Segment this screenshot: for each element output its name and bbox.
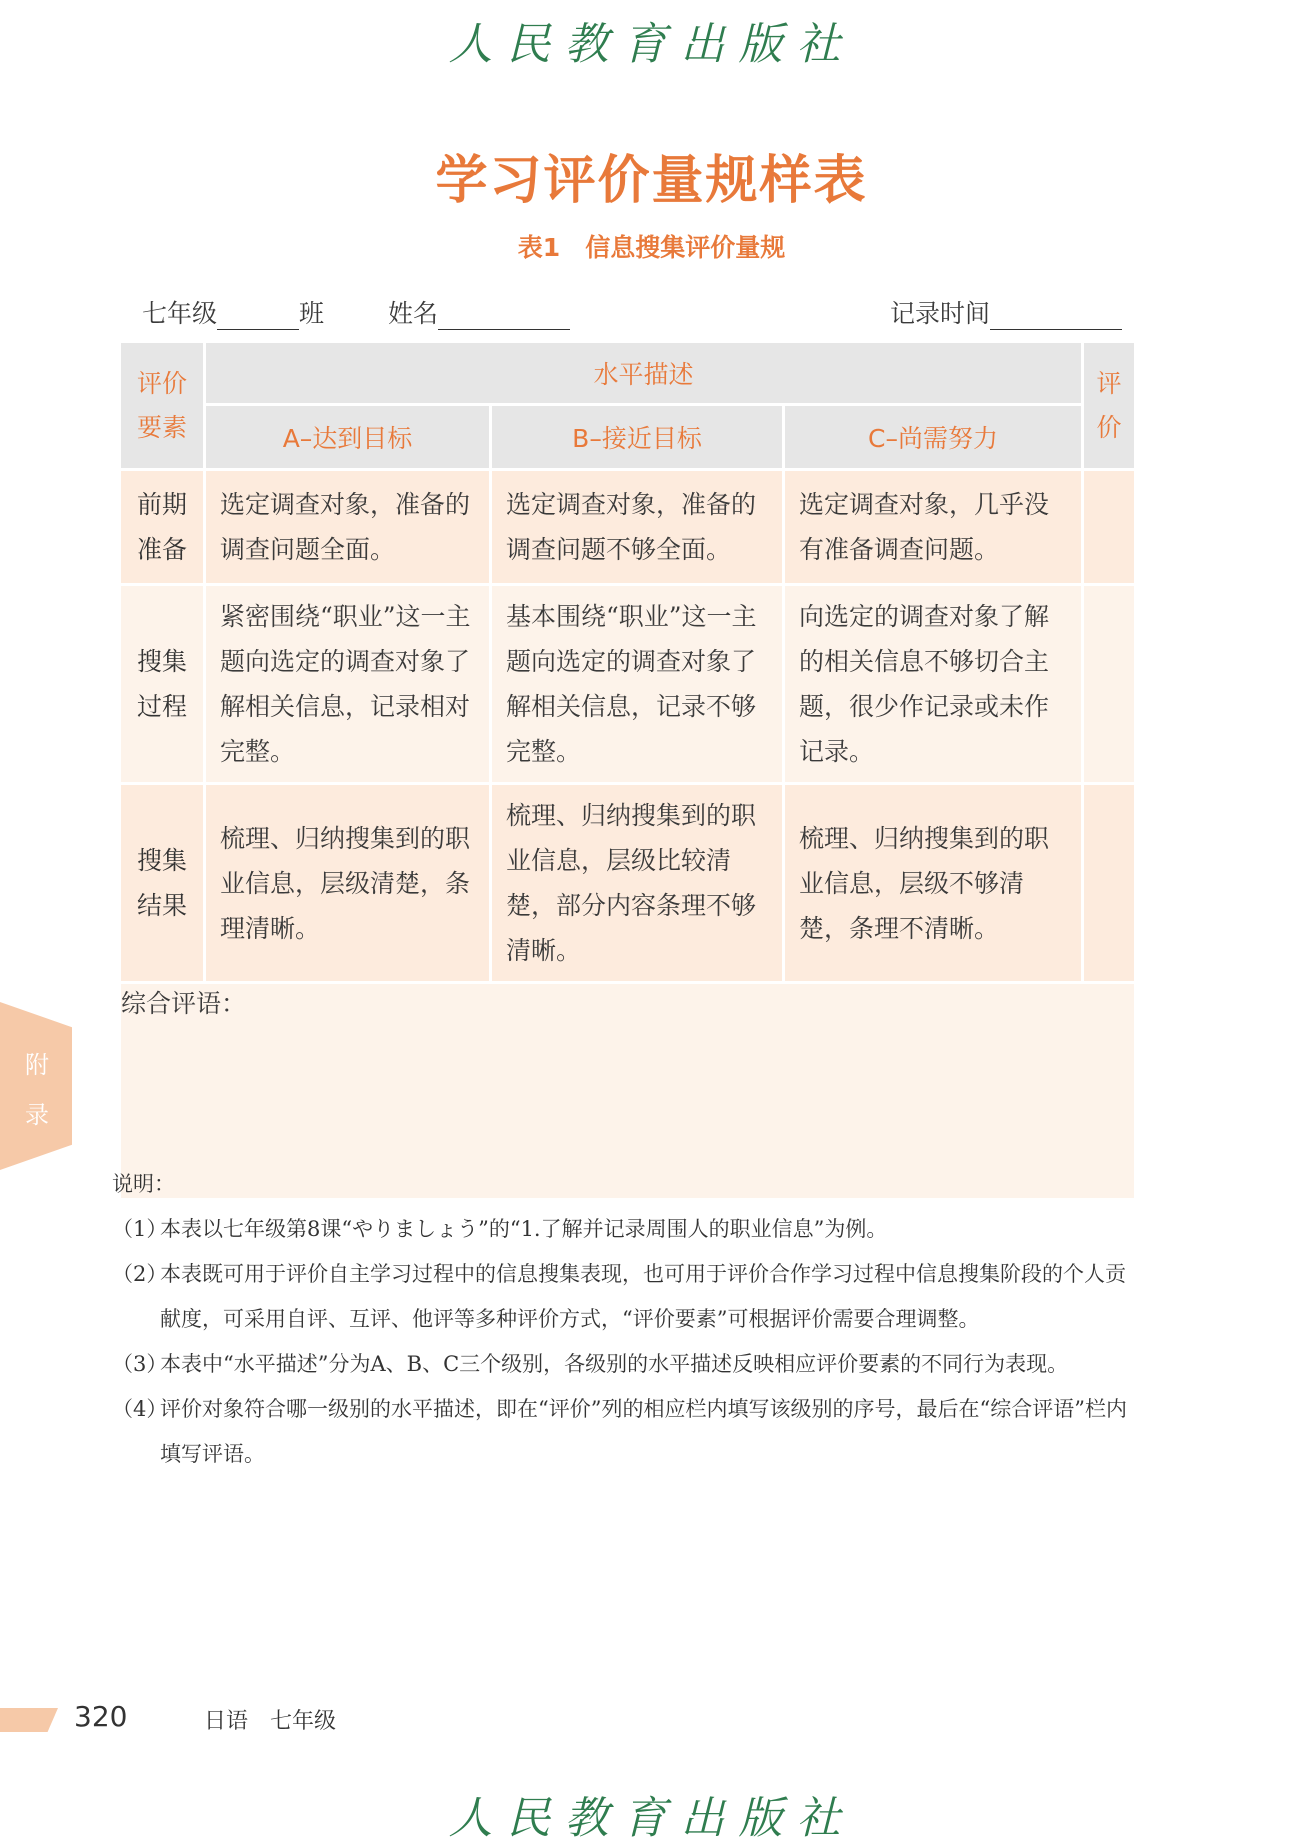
level-b-header: B–接近目标 xyxy=(492,406,782,468)
book-title: 日语 七年级 xyxy=(204,1709,337,1734)
page-number: 320 xyxy=(74,1700,128,1733)
row-label: 搜集 结果 xyxy=(121,785,203,981)
cell-c: 梳理、归纳搜集到的职业信息，层级不够清楚，条理不清晰。 xyxy=(785,785,1081,981)
table-row xyxy=(121,785,1134,981)
name-label: 姓名 xyxy=(387,299,438,328)
rubric-table xyxy=(118,340,1137,1201)
cell-b: 梳理、归纳搜集到的职业信息，层级比较清楚，部分内容条理不够清晰。 xyxy=(492,785,782,981)
summary-label: 综合评语： xyxy=(121,989,247,1018)
name-blank[interactable] xyxy=(438,303,570,330)
publisher-logo-top: 人民教育出版社 xyxy=(448,19,855,70)
cell-b: 基本围绕“职业”这一主题向选定的调查对象了解相关信息，记录不够完整。 xyxy=(492,586,782,782)
note-item: （2） 本表既可用于评价自主学习过程中的信息搜集表现，也可用于评价合作学习过程中信息搜集阶段的个人贡献度，可采用自评、互评、他评等多种评价方式，“评价要素”可根据评价需要合理调整。 xyxy=(112,1262,1126,1331)
class-label: 班 xyxy=(299,299,325,328)
table-row xyxy=(121,471,1134,583)
eval-cell[interactable] xyxy=(1084,471,1134,583)
time-blank[interactable] xyxy=(990,303,1122,330)
cell-c: 选定调查对象，几乎没有准备调查问题。 xyxy=(785,471,1081,583)
note-item: （4） 评价对象符合哪一级别的水平描述，即在“评价”列的相应栏内填写该级别的序号，最后在“综合评语”栏内填写评语。 xyxy=(112,1397,1127,1466)
table-row xyxy=(121,586,1134,782)
level-c-header: C–尚需努力 xyxy=(785,406,1081,468)
cell-a: 紧密围绕“职业”这一主题向选定的调查对象了解相关信息，记录相对完整。 xyxy=(206,586,489,782)
note-item: （1） 本表以七年级第8课“やりましょう”的“1.了解并记录周围人的职业信息”为例。 xyxy=(112,1217,888,1241)
notes-heading: 说明： xyxy=(112,1172,175,1196)
notes-section xyxy=(112,1162,1142,1477)
level-a-header: A–达到目标 xyxy=(206,406,489,468)
header-element: 评价 要素 xyxy=(121,343,203,468)
grade-label: 七年级 xyxy=(142,299,218,328)
cell-a: 选定调查对象，准备的调查问题全面。 xyxy=(206,471,489,583)
cell-b: 选定调查对象，准备的调查问题不够全面。 xyxy=(492,471,782,583)
class-blank[interactable] xyxy=(217,303,299,330)
cell-c: 向选定的调查对象了解的相关信息不够切合主题，很少作记录或未作记录。 xyxy=(785,586,1081,782)
header-level: 水平描述 xyxy=(206,343,1081,403)
footer-accent-bar xyxy=(0,1708,58,1732)
form-fields xyxy=(142,294,1122,330)
row-label: 前期 准备 xyxy=(121,471,203,583)
cell-a: 梳理、归纳搜集到的职业信息，层级清楚，条理清晰。 xyxy=(206,785,489,981)
eval-cell[interactable] xyxy=(1084,586,1134,782)
page-title: 学习评价量规样表 xyxy=(435,151,868,211)
row-label: 搜集 过程 xyxy=(121,586,203,782)
table-subtitle: 表1 信息搜集评价量规 xyxy=(517,233,786,262)
note-item: （3） 本表中“水平描述”分为A、B、C三个级别，各级别的水平描述反映相应评价要素的不同行为表现。 xyxy=(112,1352,1069,1376)
publisher-logo-bottom: 人民教育出版社 xyxy=(448,1793,855,1844)
time-label: 记录时间 xyxy=(889,299,990,328)
appendix-side-label: 附 录 xyxy=(25,1051,49,1129)
header-eval: 评 价 xyxy=(1084,343,1134,468)
eval-cell[interactable] xyxy=(1084,785,1134,981)
